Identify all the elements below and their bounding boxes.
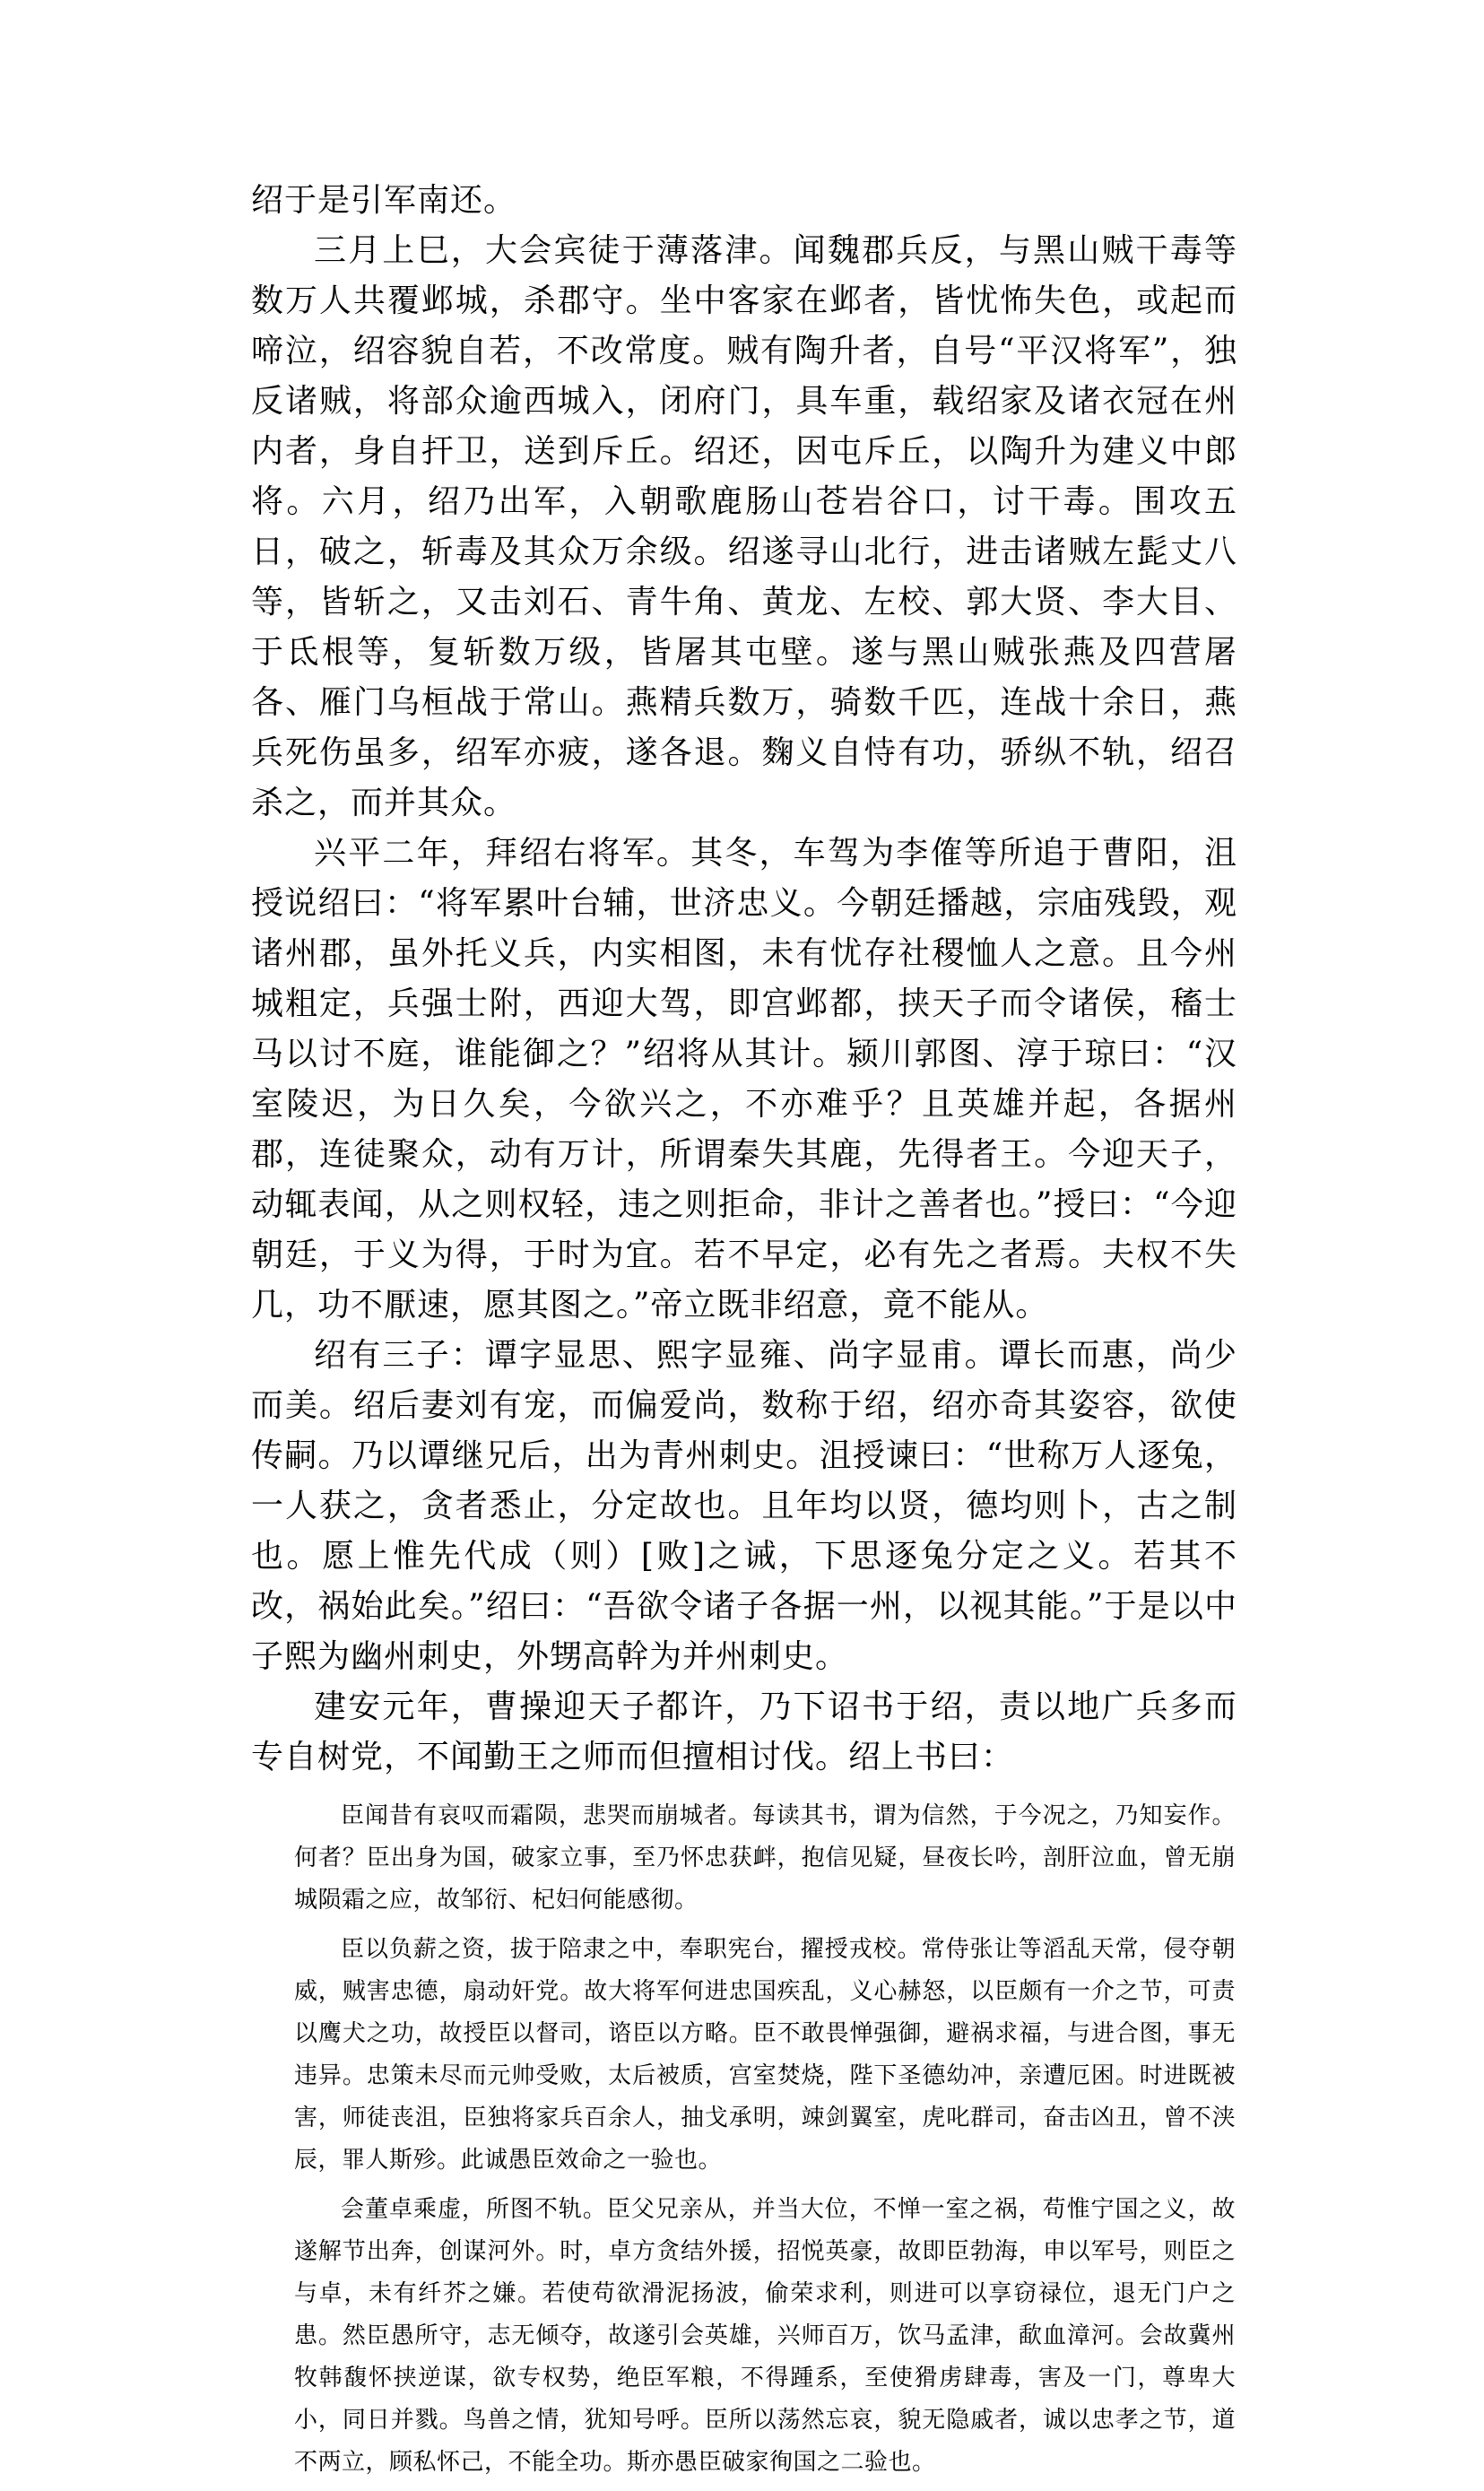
quote-paragraph: 臣以负薪之资，拔于陪隶之中，奉职宪台，擢授戎校。常侍张让等滔乱天常，侵夺朝威，贼害忠德，扇动奸党。故大将军何进忠国疾乱，义心赫怒，以臣颇有一介之节，可责以鹰犬之功，故授臣以督司，谘臣以方略。臣不敢畏惮强御，避祸求福，与进合图，事无违异。忠策未尽而元帅受败，太后被质，宫室焚烧，陛下圣德幼冲，亲遭厄困。时进既被害，师徒丧沮，臣独将家兵百余人，抽戈承明，竦剑翼室，虎叱群司，奋击凶丑，曾不浃辰，罪人斯殄。此诚愚臣效命之一验也。: [294, 1936, 1236, 2174]
paragraph: 建安元年，曹操迎天子都许，乃下诏书于绍，责以地广兵多而专自树党，不闻勤王之师而但擅相讨伐。绍上书曰：: [251, 1688, 1237, 1775]
paragraph: 绍有三子：谭字显思、熙字显雍、尚字显甫。谭长而惠，尚少而美。绍后妻刘有宠，而偏爱尚，数称于绍，绍亦奇其姿容，欲使传嗣。乃以谭继兄后，出为青州刺史。沮授谏曰：“世称万人逐兔，一人获之，贪者悉止，分定故也。且年均以贤，德均则卜，古之制也。愿上惟先代成（则）[败]之诫，下思逐兔分定之义。若其不改，祸始此矣。”绍曰：“吾欲令诸子各据一州，以视其能。”于是以中子熙为幽州刺史，外甥高幹为并州刺史。: [251, 1337, 1237, 1675]
document-page: [251, 176, 1237, 2491]
paragraph: 三月上巳，大会宾徒于薄落津。闻魏郡兵反，与黑山贼干毒等数万人共覆邺城，杀郡守。坐中客家在邺者，皆忧怖失色，或起而啼泣，绍容貌自若，不改常度。贼有陶升者，自号“平汉将军”，独反诸贼，将部众逾西城入，闭府门，具车重，载绍家及诸衣冠在州内者，身自扞卫，送到斥丘。绍还，因屯斥丘，以陶升为建义中郎将。六月，绍乃出军，入朝歌鹿肠山苍岩谷口，讨干毒。围攻五日，破之，斩毒及其众万余级。绍遂寻山北行，进击诸贼左髭丈八等，皆斩之，又击刘石、青牛角、黄龙、左校、郭大贤、李大目、于氐根等，复斩数万级，皆屠其屯壁。遂与黑山贼张燕及四营屠各、雁门乌桓战于常山。燕精兵数万，骑数千匹，连战十余日，燕兵死伤虽多，绍军亦疲，遂各退。麴义自恃有功，骄纵不轨，绍召杀之，而并其众。: [251, 232, 1237, 821]
quote-paragraph: 臣闻昔有哀叹而霜陨，悲哭而崩城者。每读其书，谓为信然，于今况之，乃知妄作。何者？臣出身为国，破家立事，至乃怀忠获衅，抱信见疑，昼夜长吟，剖肝泣血，曾无崩城陨霜之应，故邹衍、杞妇何能感彻。: [294, 1802, 1236, 1914]
main-text: [251, 176, 1237, 1783]
paragraph-continuation: 绍于是引军南还。: [251, 182, 517, 219]
paragraph: 兴平二年，拜绍右将军。其冬，车驾为李傕等所追于曹阳，沮授说绍曰：“将军累叶台辅，世济忠义。今朝廷播越，宗庙残毁，观诸州郡，虽外托义兵，内实相图，未有忧存社稷恤人之意。且今州城粗定，兵强士附，西迎大驾，即宫邺都，挟天子而令诸侯，稸士马以讨不庭，谁能御之？”绍将从其计。颍川郭图、淳于琼曰：“汉室陵迟，为日久矣，今欲兴之，不亦难乎？且英雄并起，各据州郡，连徒聚众，动有万计，所谓秦失其鹿，先得者王。今迎天子，动辄表闻，从之则权轻，违之则拒命，非计之善者也。”授曰：“今迎朝廷，于义为得，于时为宜。若不早定，必有先之者焉。夫权不失几，功不厭速，愿其图之。”帝立既非绍意，竟不能从。: [251, 835, 1237, 1324]
quote-paragraph: 会董卓乘虚，所图不轨。臣父兄亲从，并当大位，不惮一室之祸，苟惟宁国之义，故遂解节出奔，创谋河外。时，卓方贪结外援，招悦英豪，故即臣勃海，申以军号，则臣之与卓，未有纤芥之嫌。若使苟欲滑泥扬波，偷荣求利，则进可以享窃禄位，退无门户之患。然臣愚所守，志无倾夺，故遂引会英雄，兴师百万，饮马孟津，歃血漳河。会故冀州牧韩馥怀挟逆谋，欲专权势，绝臣军粮，不得踵系，至使猾虏肆毒，害及一门，尊卑大小，同日并戮。鸟兽之情，犹知号呼。臣所以荡然忘哀，貌无隐戚者，诚以忠孝之节，道不两立，顾私怀己，不能全功。斯亦愚臣破家徇国之二验也。: [294, 2196, 1236, 2476]
memorial-quote: [294, 1795, 1236, 2484]
